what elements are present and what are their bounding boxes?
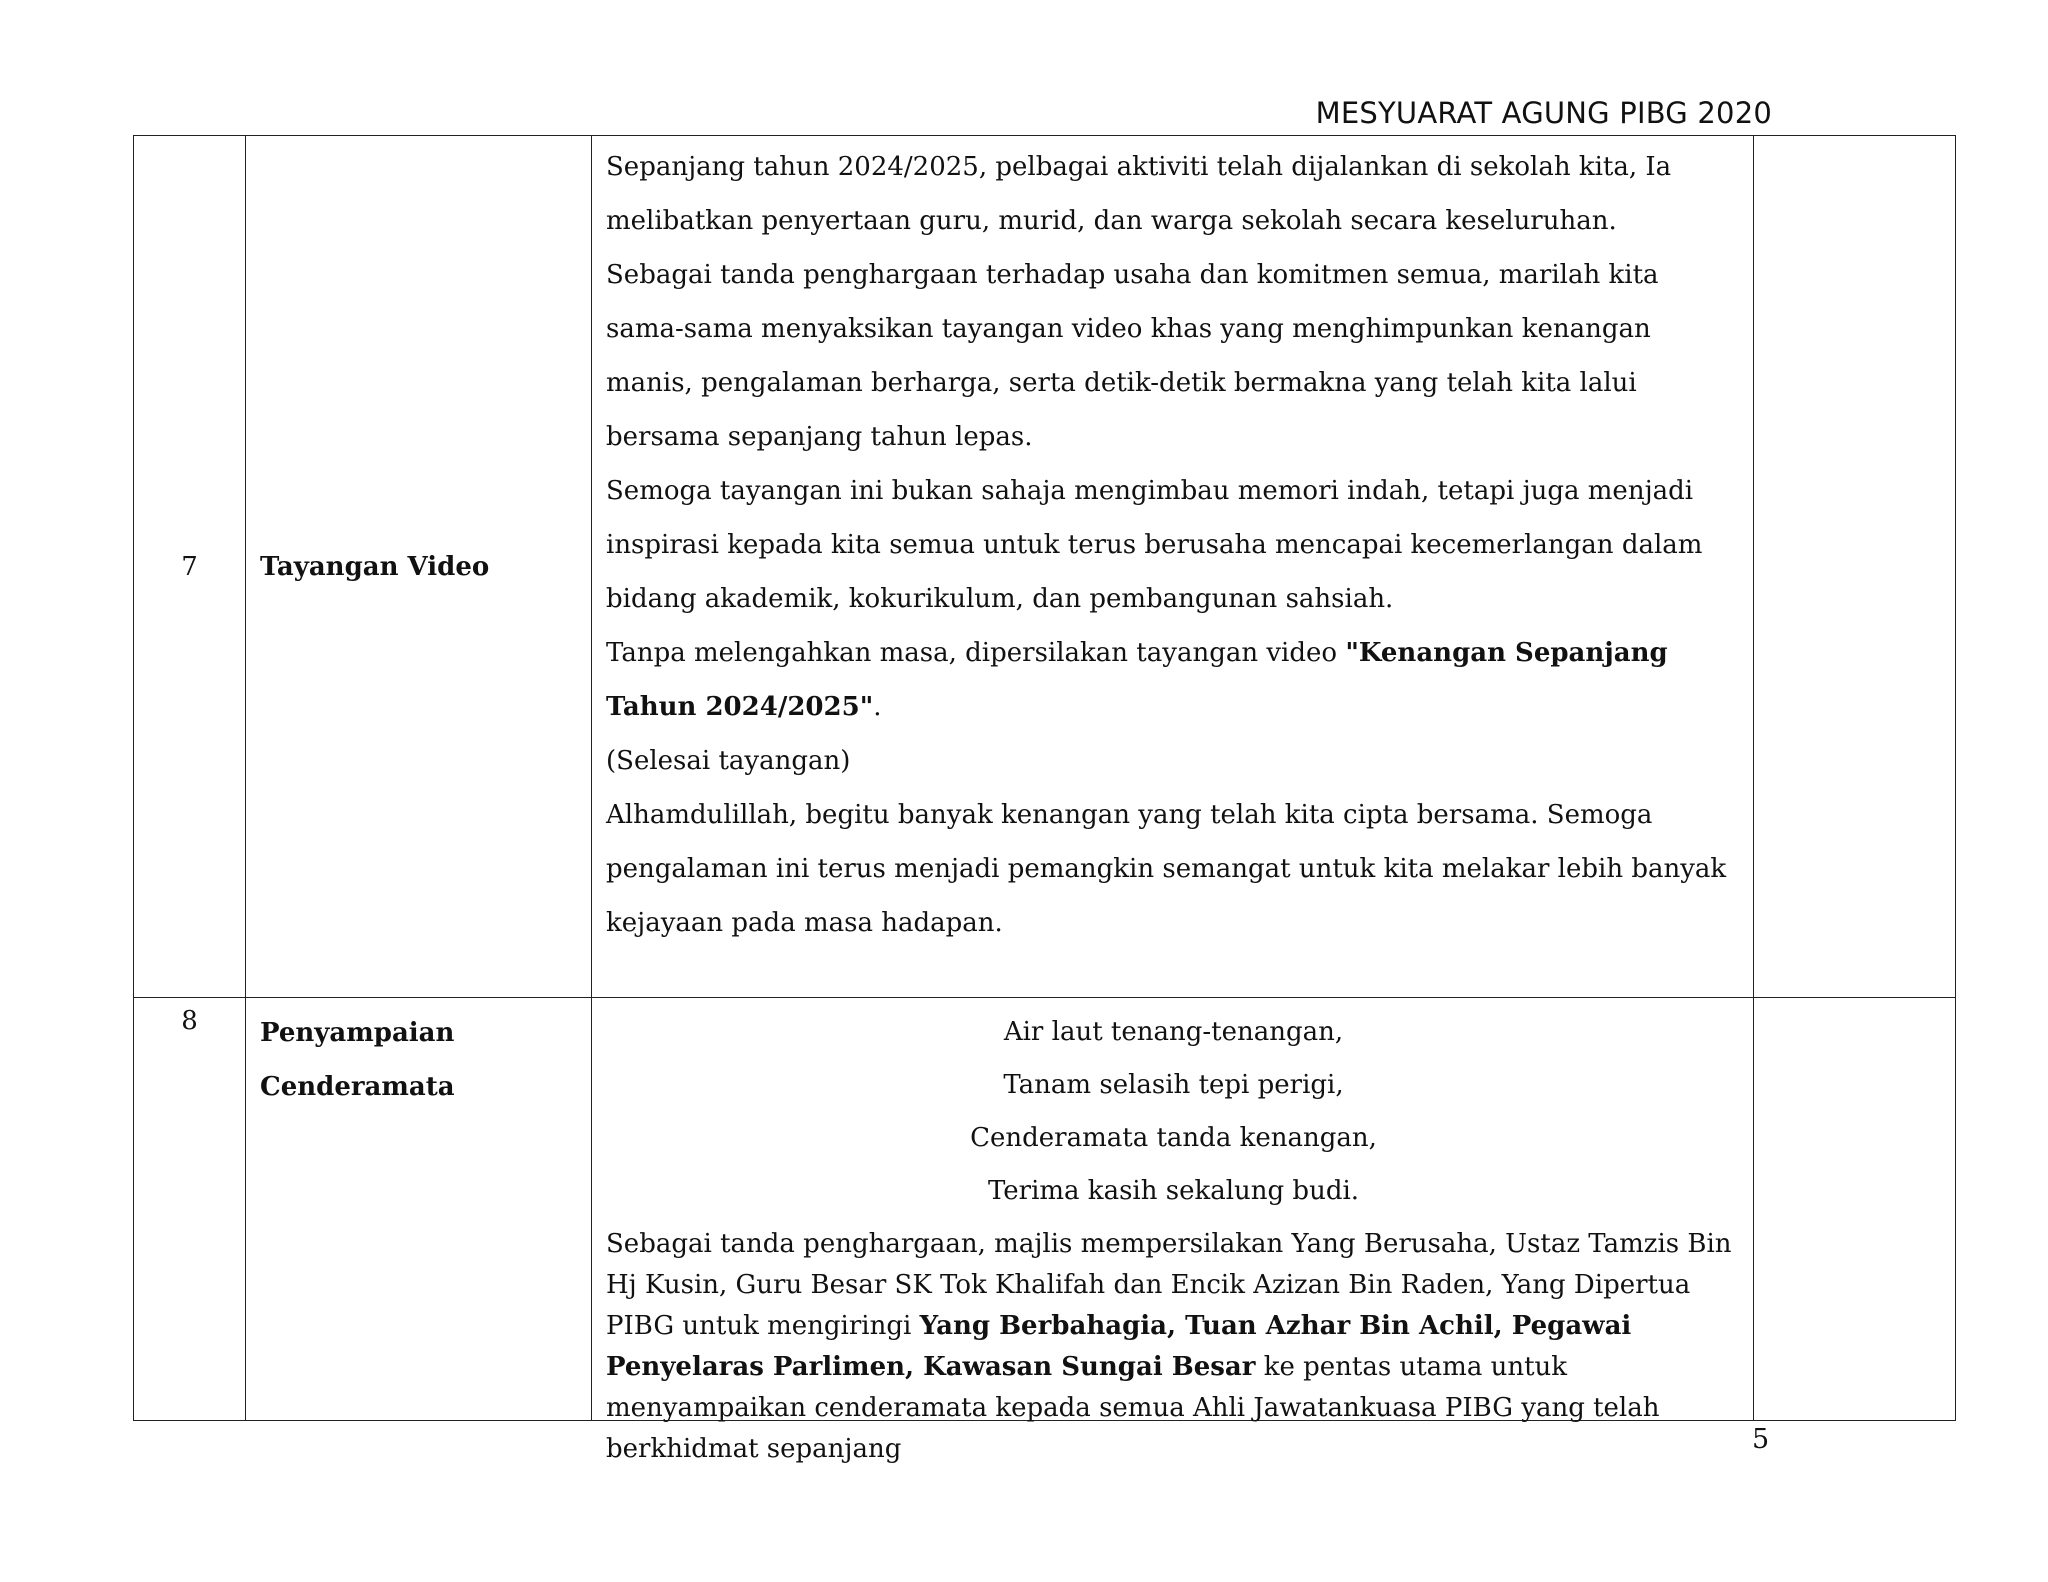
paragraph: Sepanjang tahun 2024/2025, pelbagai aktiviti telah dijalankan di sekolah kita, Ia melibatkan penyertaan guru, murid, dan warga sekolah secara keseluruhan. — [606, 152, 1672, 236]
item-title: Tayangan Video — [246, 136, 592, 998]
item-title-line: Cenderamata — [260, 1072, 455, 1102]
pantun-line: Cenderamata tanda kenangan, — [970, 1123, 1377, 1153]
item-title — [246, 998, 592, 1421]
page-header: MESYUARAT AGUNG PIBG 2020 — [1315, 96, 1772, 130]
pantun-line: Terima kasih sekalung budi. — [987, 1176, 1360, 1206]
item-content — [592, 998, 1754, 1464]
speech-guest-name: Yang Berbahagia, Tuan Azhar Bin Achil, Pegawai Penyelaras Parlimen, Kawasan Sungai Besar — [606, 1311, 1632, 1382]
closing-paragraph: Alhamdulillah, begitu banyak kenangan yang telah kita cipta bersama. Semoga pengalaman ini terus menjadi pemangkin semangat untuk kita melakar lebih banyak kejayaan pada masa hadapan. — [606, 800, 1727, 938]
video-title: "Kenangan Sepanjang Tahun 2024/2025" — [606, 638, 1668, 722]
item-number: 7 — [134, 136, 246, 998]
paragraph: Semoga tayangan ini bukan sahaja mengimbau memori indah, tetapi juga menjadi inspirasi kepada kita semua untuk terus berusaha mencapai kecemerlangan dalam bidang akademik, kokurikulum, dan pembangunan sahsiah. — [606, 476, 1703, 614]
notes-cell — [1754, 136, 1956, 998]
item-content — [592, 136, 1754, 998]
video-announcement — [606, 626, 1741, 734]
paragraph: Sebagai tanda penghargaan terhadap usaha dan komitmen semua, marilah kita sama-sama menyaksikan tayangan video khas yang menghimpunkan kenangan manis, pengalaman berharga, serta detik-detik bermakna yang telah kita lalui bersama sepanjang tahun lepas. — [606, 260, 1659, 452]
speech-paragraph — [606, 1224, 1741, 1470]
agenda-table — [133, 135, 1956, 1464]
table-row — [134, 998, 1956, 1421]
after-video-note: (Selesai tayangan) — [606, 746, 851, 776]
video-intro-text: Tanpa melengahkan masa, dipersilakan tayangan video — [606, 638, 1346, 668]
notes-cell — [1754, 998, 1956, 1421]
video-end-text: . — [873, 692, 882, 722]
page-number: 5 — [1752, 1424, 1770, 1455]
item-number: 8 — [134, 998, 246, 1421]
pantun-line: Air laut tenang-tenangan, — [1003, 1017, 1344, 1047]
speech-text: ke pentas utama untuk menyampaikan cenderamata kepada semua Ahli Jawatankuasa PIBG yang telah berkhidmat sepanjang — [606, 1352, 1660, 1464]
speech-text: Sebagai tanda penghargaan, majlis mempersilakan Yang Berusaha, Ustaz Tamzis Bin Hj Kusin, Guru Besar SK Tok Khalifah dan Encik Azizan Bin Raden, Yang Dipertua PIBG untuk mengiringi — [606, 1229, 1732, 1341]
content-clip — [606, 1006, 1741, 1464]
pantun-line: Tanam selasih tepi perigi, — [1003, 1070, 1344, 1100]
item-title-line: Penyampaian — [260, 1018, 455, 1048]
pantun — [606, 1006, 1741, 1218]
table-row — [134, 136, 1956, 998]
